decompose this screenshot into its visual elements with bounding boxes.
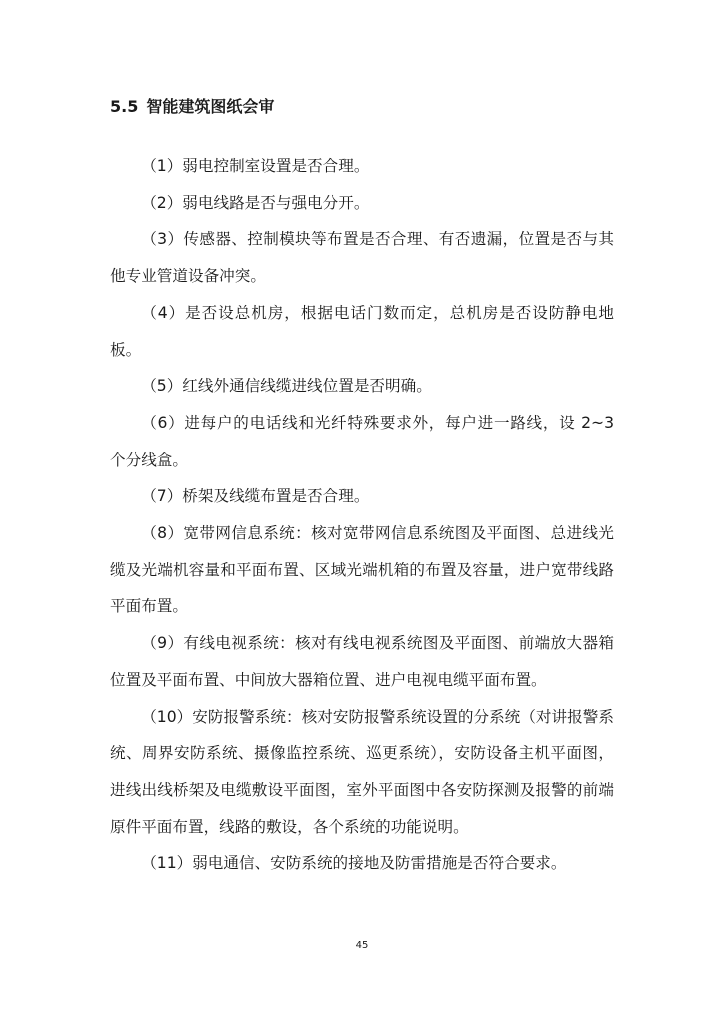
- paragraph-2: （2）弱电线路是否与强电分开。: [141, 193, 370, 212]
- paragraph-8: （8）宽带网信息系统：核对宽带网信息系统图及平面图、总进线光缆及光端机容量和平面布置、区域光端机箱的布置及容量，进户宽带线路平面布置。: [110, 524, 614, 616]
- paragraph-4: （4）是否设总机房，根据电话门数而定，总机房是否设防静电地板。: [110, 303, 614, 359]
- section-title: 智能建筑图纸会审: [146, 97, 275, 116]
- section-number: 5.5: [110, 97, 139, 116]
- paragraph-3: （3）传感器、控制模块等布置是否合理、有否遗漏，位置是否与其他专业管道设备冲突。: [110, 230, 614, 286]
- section-heading: [110, 95, 274, 119]
- page-number: 45: [355, 940, 369, 951]
- paragraph-9: （9）有线电视系统：核对有线电视系统图及平面图、前端放大器箱位置及平面布置、中间放大器箱位置、进户电视电缆平面布置。: [110, 634, 614, 689]
- paragraph-5: （5）红线外通信线缆进线位置是否明确。: [141, 377, 432, 396]
- paragraph-7: （7）桥架及线缆布置是否合理。: [141, 487, 370, 506]
- body-text: [110, 148, 614, 882]
- paragraph-11: （11）弱电通信、安防系统的接地及防雷措施是否符合要求。: [141, 854, 567, 873]
- paragraph-6: （6）进每户的电话线和光纤特殊要求外，每户进一路线，设 2~3 个分线盒。: [110, 413, 614, 469]
- paragraph-1: （1）弱电控制室设置是否合理。: [141, 157, 370, 175]
- paragraph-10: （10）安防报警系统：核对安防报警系统设置的分系统（对讲报警系统、周界安防系统、摄像监控系统、巡更系统），安防设备主机平面图，进线出线桥架及电缆敷设平面图，室外平面图中各安防探测及报警的前端原件平面布置，线路的敷设，各个系统的功能说明。: [110, 707, 614, 836]
